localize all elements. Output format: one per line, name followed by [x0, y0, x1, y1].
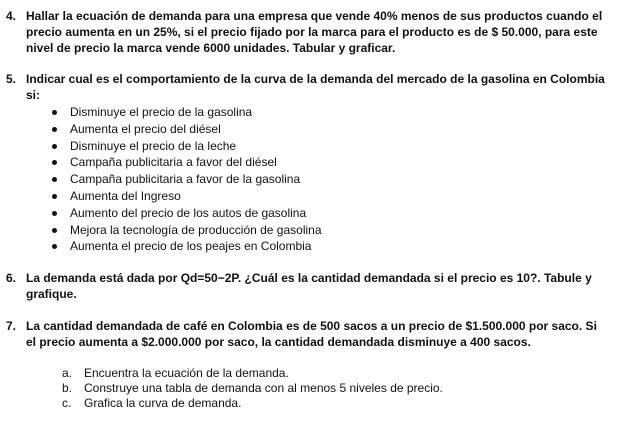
list-item: c. Grafica la curva de demanda.: [62, 396, 242, 410]
bullet-icon: [52, 244, 57, 249]
list-item: Aumento del precio de los autos de gasolina: [48, 205, 322, 222]
list-letter: a.: [62, 366, 73, 380]
bullet-icon: [52, 194, 57, 199]
list-item: Aumenta del Ingreso: [48, 188, 322, 205]
bullet-icon: [52, 127, 57, 132]
list-item: Aumenta el precio del diésel: [48, 121, 322, 138]
list-item: Mejora la tecnología de producción de gasolina: [48, 222, 322, 239]
question-text: [26, 318, 633, 350]
bullet-list: [48, 104, 322, 255]
bullet-icon: [52, 144, 57, 149]
question-text: [26, 71, 633, 103]
question-number: 4.: [6, 9, 17, 23]
question-line: Indicar cual es el comportamiento de la curva de la demanda del mercado de la gasolina en Colombia: [26, 72, 605, 86]
bullet-icon: [52, 160, 57, 165]
question-line: si:: [26, 88, 41, 102]
list-item: Campaña publicitaria a favor de la gasolina: [48, 171, 322, 188]
list-item: Disminuye el precio de la leche: [48, 138, 322, 155]
question-text: [26, 270, 633, 302]
question-line: precio aumenta en un 25%, si el precio fijado por la marca para el producto es de $ 50.000, para este: [26, 25, 598, 39]
question-line: grafique.: [26, 287, 77, 301]
list-item: Disminuye el precio de la gasolina: [48, 104, 322, 121]
list-item: Campaña publicitaria a favor del diésel: [48, 154, 322, 171]
list-item: a. Encuentra la ecuación de la demanda.: [62, 366, 289, 380]
question-line: el precio aumenta a $2.000.000 por saco, la cantidad demandada disminuye a 400 sacos.: [26, 335, 531, 349]
bullet-icon: [52, 228, 57, 233]
question-line: Hallar la ecuación de demanda para una empresa que vende 40% menos de sus productos cuando el: [26, 9, 603, 23]
bullet-icon: [52, 211, 57, 216]
question-number: 7.: [6, 319, 17, 333]
question-line: La cantidad demandada de café en Colombia es de 500 sacos a un precio de $1.500.000 por saco. Si: [26, 319, 597, 333]
lettered-list: [62, 366, 443, 411]
question-text: [26, 8, 633, 56]
question-line: nivel de precio la marca vende 6000 unidades. Tabular y graficar.: [26, 41, 396, 55]
bullet-icon: [52, 110, 57, 115]
list-item: Aumenta el precio de los peajes en Colombia: [48, 238, 322, 255]
question-number: 6.: [6, 271, 17, 285]
list-letter: c.: [62, 396, 72, 410]
question-number: 5.: [6, 72, 17, 86]
bullet-icon: [52, 177, 57, 182]
list-item: b. Construye una tabla de demanda con al menos 5 niveles de precio.: [62, 381, 443, 395]
list-letter: b.: [62, 381, 73, 395]
question-line: La demanda está dada por Qd=50−2P. ¿Cuál es la cantidad demandada si el precio es 10?. Tabule y: [26, 271, 592, 285]
